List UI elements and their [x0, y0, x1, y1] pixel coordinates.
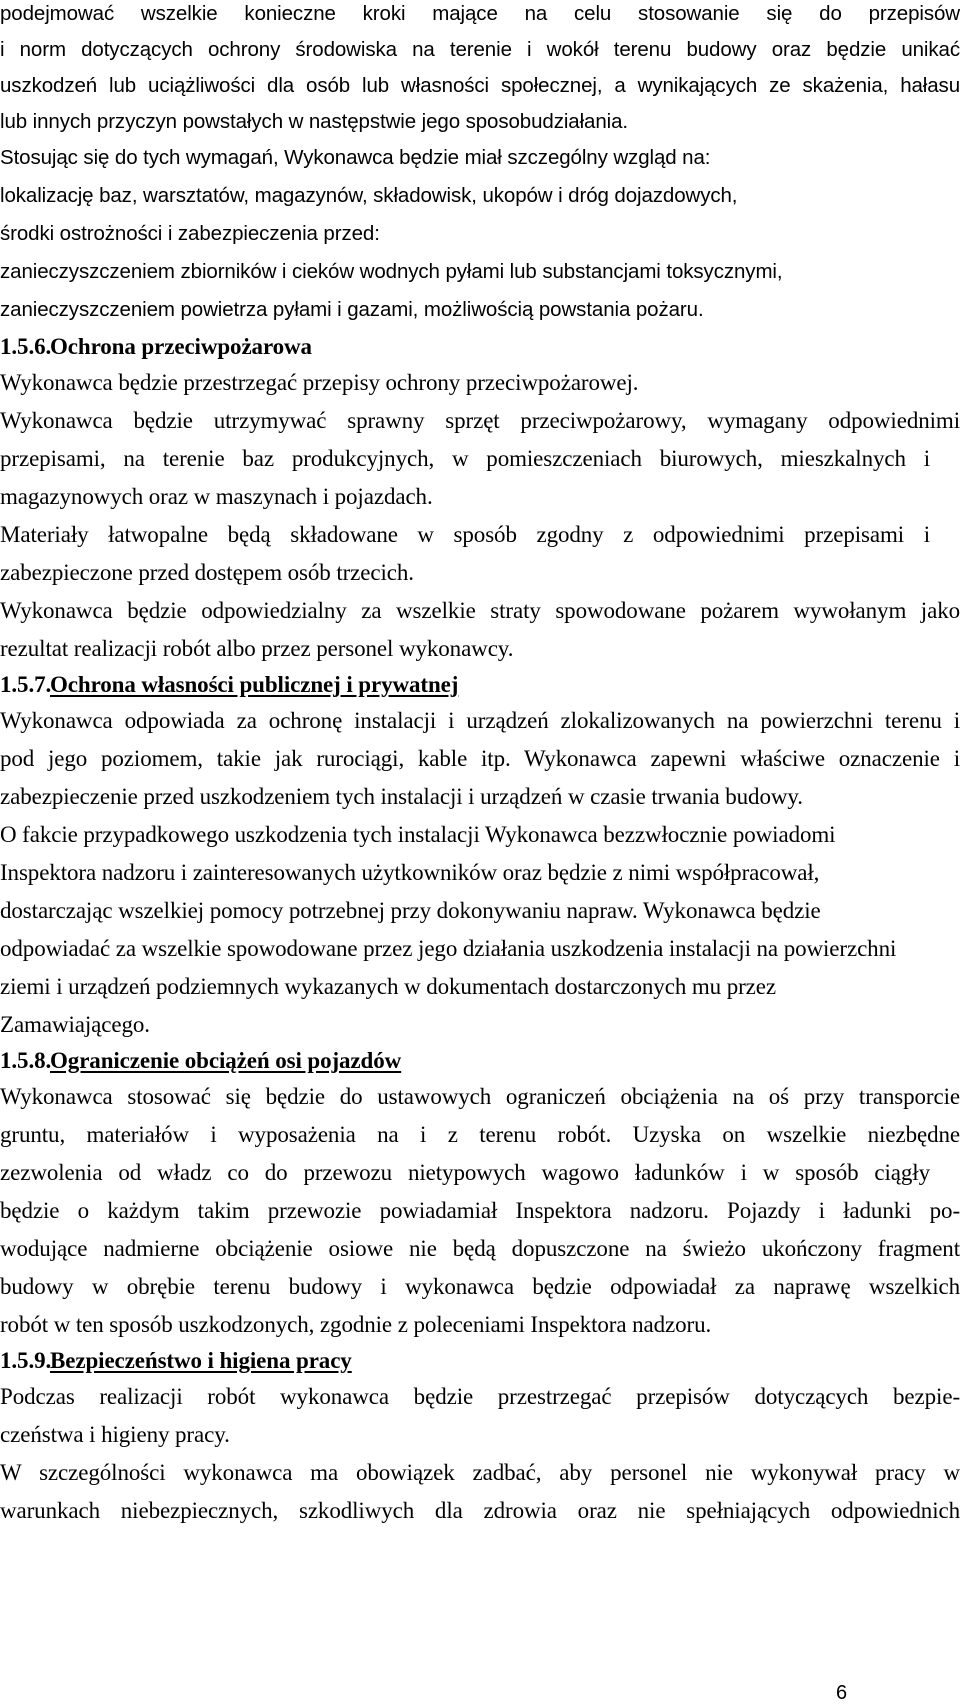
text-line: O fakcie przypadkowego uszkodzenia tych instalacji Wykonawca bezzwłocznie powiadomi	[0, 822, 836, 847]
text-line: zabezpieczenie przed uszkodzeniem tych instalacji i urządzeń w czasie trwania budowy.	[0, 784, 803, 809]
section-title: Ochrona własności publicznej i prywatnej	[50, 672, 459, 697]
section-title: Ograniczenie obciążeń osi pojazdów	[50, 1048, 402, 1073]
text-line: uszkodzeń lub uciążliwości dla osób lub własności społecznej, a wynikających ze skażenia, hałasu	[0, 74, 960, 97]
text-line: rezultat realizacji robót albo przez personel wykonawcy.	[0, 636, 514, 661]
section-number: 1.5.8.	[0, 1048, 52, 1073]
text-line: zanieczyszczeniem powietrza pyłami i gazami, możliwością powstania pożaru.	[0, 298, 704, 321]
text-line: pod jego poziomem, takie jak rurociągi, kable itp. Wykonawca zapewni właściwe oznaczenie i	[0, 746, 960, 771]
section-title: Bezpieczeństwo i higiena pracy	[50, 1348, 352, 1373]
section-title: Ochrona przeciwpożarowa	[50, 334, 312, 359]
section-number: 1.5.6.	[0, 334, 52, 359]
text-line: Stosując się do tych wymagań, Wykonawca będzie miał szczególny wzgląd na:	[0, 146, 711, 169]
text-line: ziemi i urządzeń podziemnych wykazanych w dokumentach dostarczonych mu przez	[0, 974, 776, 999]
section-heading	[0, 1348, 352, 1374]
text-line: Inspektora nadzoru i zainteresowanych użytkowników oraz będzie z nimi współpracował,	[0, 860, 820, 885]
section-number: 1.5.9.	[0, 1348, 52, 1373]
text-line: lub innych przyczyn powstałych w następstwie jego sposobudziałania.	[0, 110, 629, 133]
text-line: lokalizację baz, warsztatów, magazynów, składowisk, ukopów i dróg dojazdowych,	[0, 184, 738, 207]
text-line: podejmować wszelkie konieczne kroki mające na celu stosowanie się do przepisów	[0, 2, 960, 25]
text-line: zabezpieczone przed dostępem osób trzecich.	[0, 560, 414, 585]
text-line: Zamawiającego.	[0, 1012, 150, 1037]
text-line: W szczególności wykonawca ma obowiązek zadbać, aby personel nie wykonywał pracy w	[0, 1460, 960, 1485]
text-line: i norm dotyczących ochrony środowiska na terenie i wokół terenu budowy oraz będzie unikać	[0, 38, 960, 61]
text-line: odpowiadać za wszelkie spowodowane przez jego działania uszkodzenia instalacji na powierzchni	[0, 936, 897, 961]
page-number: 6	[836, 1682, 848, 1704]
text-line: gruntu, materiałów i wyposażenia na i z terenu robót. Uzyska on wszelkie niezbędne	[0, 1122, 960, 1147]
text-line: warunkach niebezpiecznych, szkodliwych dla zdrowia oraz nie spełniających odpowiednich	[0, 1498, 960, 1523]
text-line: Wykonawca odpowiada za ochronę instalacji i urządzeń zlokalizowanych na powierzchni terenu i	[0, 708, 960, 733]
text-line: Podczas realizacji robót wykonawca będzie przestrzegać przepisów dotyczących bezpie-	[0, 1384, 960, 1409]
text-line: czeństwa i higieny pracy.	[0, 1422, 230, 1447]
text-line: budowy w obrębie terenu budowy i wykonawca będzie odpowiadał za naprawę wszelkich	[0, 1274, 960, 1299]
text-line: dostarczając wszelkiej pomocy potrzebnej przy dokonywaniu napraw. Wykonawca będzie	[0, 898, 821, 923]
text-line: Wykonawca stosować się będzie do ustawowych ograniczeń obciążenia na oś przy transporcie	[0, 1084, 960, 1109]
text-line: robót w ten sposób uszkodzonych, zgodnie z poleceniami Inspektora nadzoru.	[0, 1312, 712, 1337]
text-line: zanieczyszczeniem zbiorników i cieków wodnych pyłami lub substancjami toksycznymi,	[0, 260, 783, 283]
text-line: Materiały łatwopalne będą składowane w sposób zgodny z odpowiednimi przepisami i	[0, 522, 930, 547]
section-number: 1.5.7.	[0, 672, 52, 697]
section-heading	[0, 334, 312, 360]
text-line: będzie o każdym takim przewozie powiadamiał Inspektora nadzoru. Pojazdy i ładunki po-	[0, 1198, 960, 1223]
text-line: magazynowych oraz w maszynach i pojazdach.	[0, 484, 433, 509]
text-line: Wykonawca będzie odpowiedzialny za wszelkie straty spowodowane pożarem wywołanym jako	[0, 598, 960, 623]
text-line: środki ostrożności i zabezpieczenia przed:	[0, 222, 380, 245]
text-line: Wykonawca będzie utrzymywać sprawny sprzęt przeciwpożarowy, wymagany odpowiednimi	[0, 408, 960, 433]
text-line: wodujące nadmierne obciążenie osiowe nie będą dopuszczone na świeżo ukończony fragment	[0, 1236, 960, 1261]
text-line: zezwolenia od władz co do przewozu nietypowych wagowo ładunków i w sposób ciągły	[0, 1160, 930, 1185]
text-line: przepisami, na terenie baz produkcyjnych, w pomieszczeniach biurowych, mieszkalnych i	[0, 446, 930, 471]
section-heading	[0, 672, 458, 698]
text-line: Wykonawca będzie przestrzegać przepisy ochrony przeciwpożarowej.	[0, 370, 639, 395]
section-heading	[0, 1048, 401, 1074]
